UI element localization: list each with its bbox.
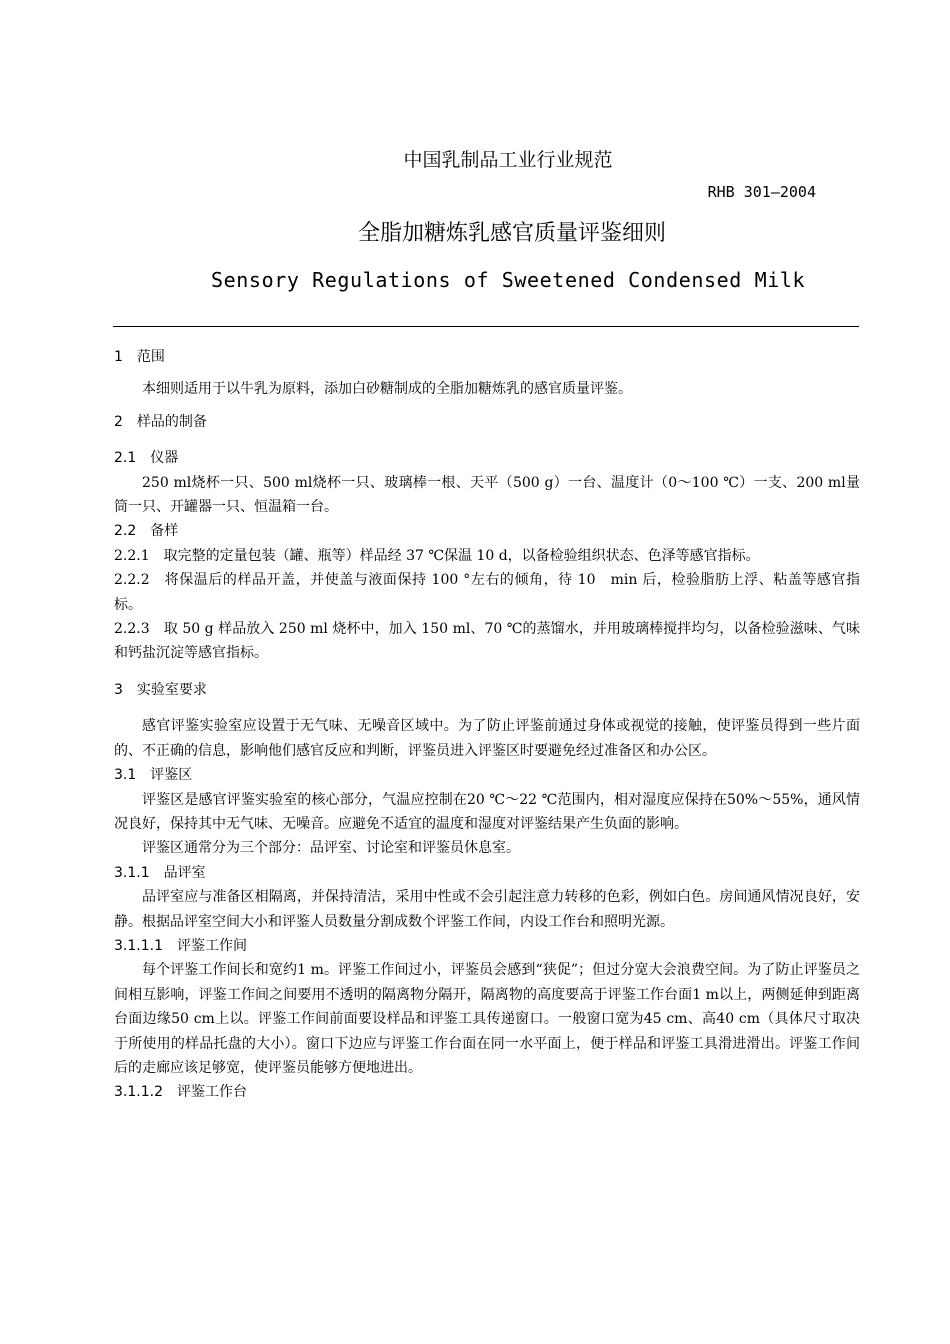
header-divider [113, 326, 859, 327]
section-3-heading: 3 实验室要求 [114, 681, 207, 698]
section-3-1-1-paragraph: 品评室应与准备区相隔离，并保持清洁，采用中性或不会引起注意力转移的色彩，例如白色。房间通风情况良好，安静。根据品评室空间大小和评鉴人员数量分割成数个评鉴工作间，内设工作台和照明光源。 [114, 889, 860, 930]
section-1-paragraph: 本细则适用于以牛乳为原料，添加白砂糖制成的全脂加糖炼乳的感官质量评鉴。 [142, 381, 632, 398]
section-2-2-heading: 2.2 备样 [114, 523, 179, 540]
section-2-heading: 2 样品的制备 [114, 413, 207, 430]
section-2-2-3-paragraph: 2.2.3 取 50 g 样品放入 250 ml 烧杯中，加入 150 ml、70 ℃的蒸馏水，并用玻璃棒搅拌均匀，以备检验滋味、气味和钙盐沉淀等感官指标。 [114, 621, 860, 662]
section-3-1-1-2-heading: 3.1.1.2 评鉴工作台 [114, 1084, 247, 1101]
org-name: 中国乳制品工业行业规范 [403, 149, 613, 171]
section-3-1-heading: 3.1 评鉴区 [114, 767, 193, 784]
section-3-1-1-heading: 3.1.1 品评室 [114, 864, 206, 881]
section-3-1-paragraph-2: 评鉴区通常分为三个部分：品评室、讨论室和评鉴员休息室。 [142, 840, 520, 857]
section-2-1-heading: 2.1 仪器 [114, 450, 179, 467]
document-subtitle: Sensory Regulations of Sweetened Condensed Milk [211, 268, 806, 292]
section-3-paragraph: 感官评鉴实验室应设置于无气味、无噪音区域中。为了防止评鉴前通过身体或视觉的接触，使评鉴员得到一些片面的、不正确的信息，影响他们感官反应和判断，评鉴员进入评鉴区时要避免经过准备区和办公区。 [114, 718, 860, 759]
document-body [114, 345, 860, 1105]
standard-code: RHB 301—2004 [707, 183, 816, 201]
document-title: 全脂加糖炼乳感官质量评鉴细则 [357, 221, 666, 246]
section-3-1-1-1-heading: 3.1.1.1 评鉴工作间 [114, 937, 247, 954]
section-2-1-paragraph: 250 ml烧杯一只、500 ml烧杯一只、玻璃棒一根、天平（500 g）一台、温度计（0～100 ℃）一支、200 ml量筒一只、开罐器一只、恒温箱一台。 [114, 474, 860, 516]
section-3-1-1-1-paragraph: 每个评鉴工作间长和宽约1 m。评鉴工作间过小，评鉴员会感到“狭促”；但过分宽大会浪费空间。为了防止评鉴员之间相互影响，评鉴工作间之间要用不透明的隔离物分隔开，隔离物的高度要高于评鉴工作台面1 m以上，两侧延伸到距离台面边缘50 cm上以。评鉴工作间前面要设样品和评鉴工具传递窗口。一般窗口宽为45 cm、高40 cm（具体尺寸取决于所使用的样品托盘的大小）。窗口下边应与评鉴工作台面在同一水平面上，便于样品和评鉴工具滑进滑出。评鉴工作间后的走廊应该足够宽，使评鉴员能够方便地进出。 [114, 962, 860, 1076]
section-1-heading: 1 范围 [114, 349, 165, 365]
section-2-2-2-paragraph: 2.2.2 将保温后的样品开盖，并使盖与液面保持 100 °左右的倾角，待 10 min 后，检验脂肪上浮、粘盖等感官指标。 [114, 572, 860, 613]
section-2-2-1-paragraph: 2.2.1 取完整的定量包装（罐、瓶等）样品经 37 ℃保温 10 d，以备检验组织状态、色泽等感官指标。 [114, 547, 760, 564]
section-3-1-paragraph-1: 评鉴区是感官评鉴实验室的核心部分，气温应控制在20 ℃～22 ℃范围内，相对湿度应保持在50%～55%，通风情况良好，保持其中无气味、无噪音。应避免不适宜的温度和湿度对评鉴结果产生负面的影响。 [114, 791, 860, 832]
